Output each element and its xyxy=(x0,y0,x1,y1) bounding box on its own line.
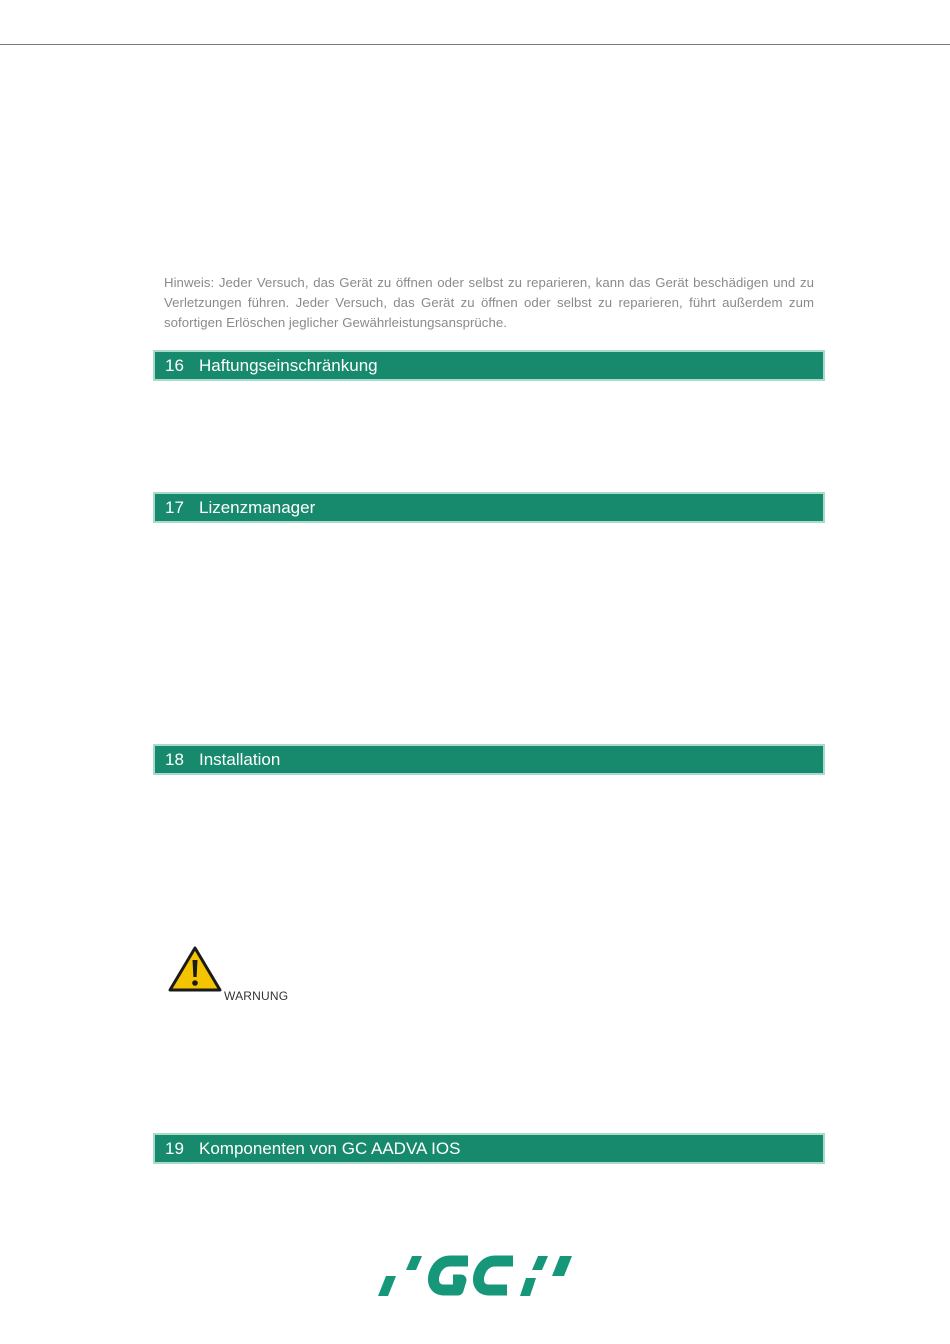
warning-label: WARNUNG xyxy=(224,989,289,1003)
section-heading-18 xyxy=(153,744,825,775)
header-rule xyxy=(0,44,950,45)
section-number: 19 xyxy=(165,1138,184,1158)
note-paragraph: Hinweis: Jeder Versuch, das Gerät zu öffnen oder selbst zu reparieren, kann das Gerät beschädigen und zu Verletzungen führen. Jeder Versuch, das Gerät zu öffnen oder selbst zu reparieren, führt außerdem zum sofortigen Erlöschen jeglicher Gewährleistungsansprüche. xyxy=(164,275,814,330)
section-number: 16 xyxy=(165,355,184,375)
section-heading-16 xyxy=(153,350,825,381)
section-heading-19 xyxy=(153,1133,825,1164)
warning-triangle-icon xyxy=(168,946,222,992)
warning-notice xyxy=(168,946,308,1006)
section-title: Komponenten von GC AADVA IOS xyxy=(199,1138,461,1158)
section-number: 18 xyxy=(165,749,184,769)
section-number: 17 xyxy=(165,497,184,517)
section-title: Lizenzmanager xyxy=(199,497,316,517)
section-title: Installation xyxy=(199,749,281,769)
section-title: Haftungseinschränkung xyxy=(199,355,378,375)
section-heading-17 xyxy=(153,492,825,523)
gc-logo xyxy=(376,1252,574,1298)
